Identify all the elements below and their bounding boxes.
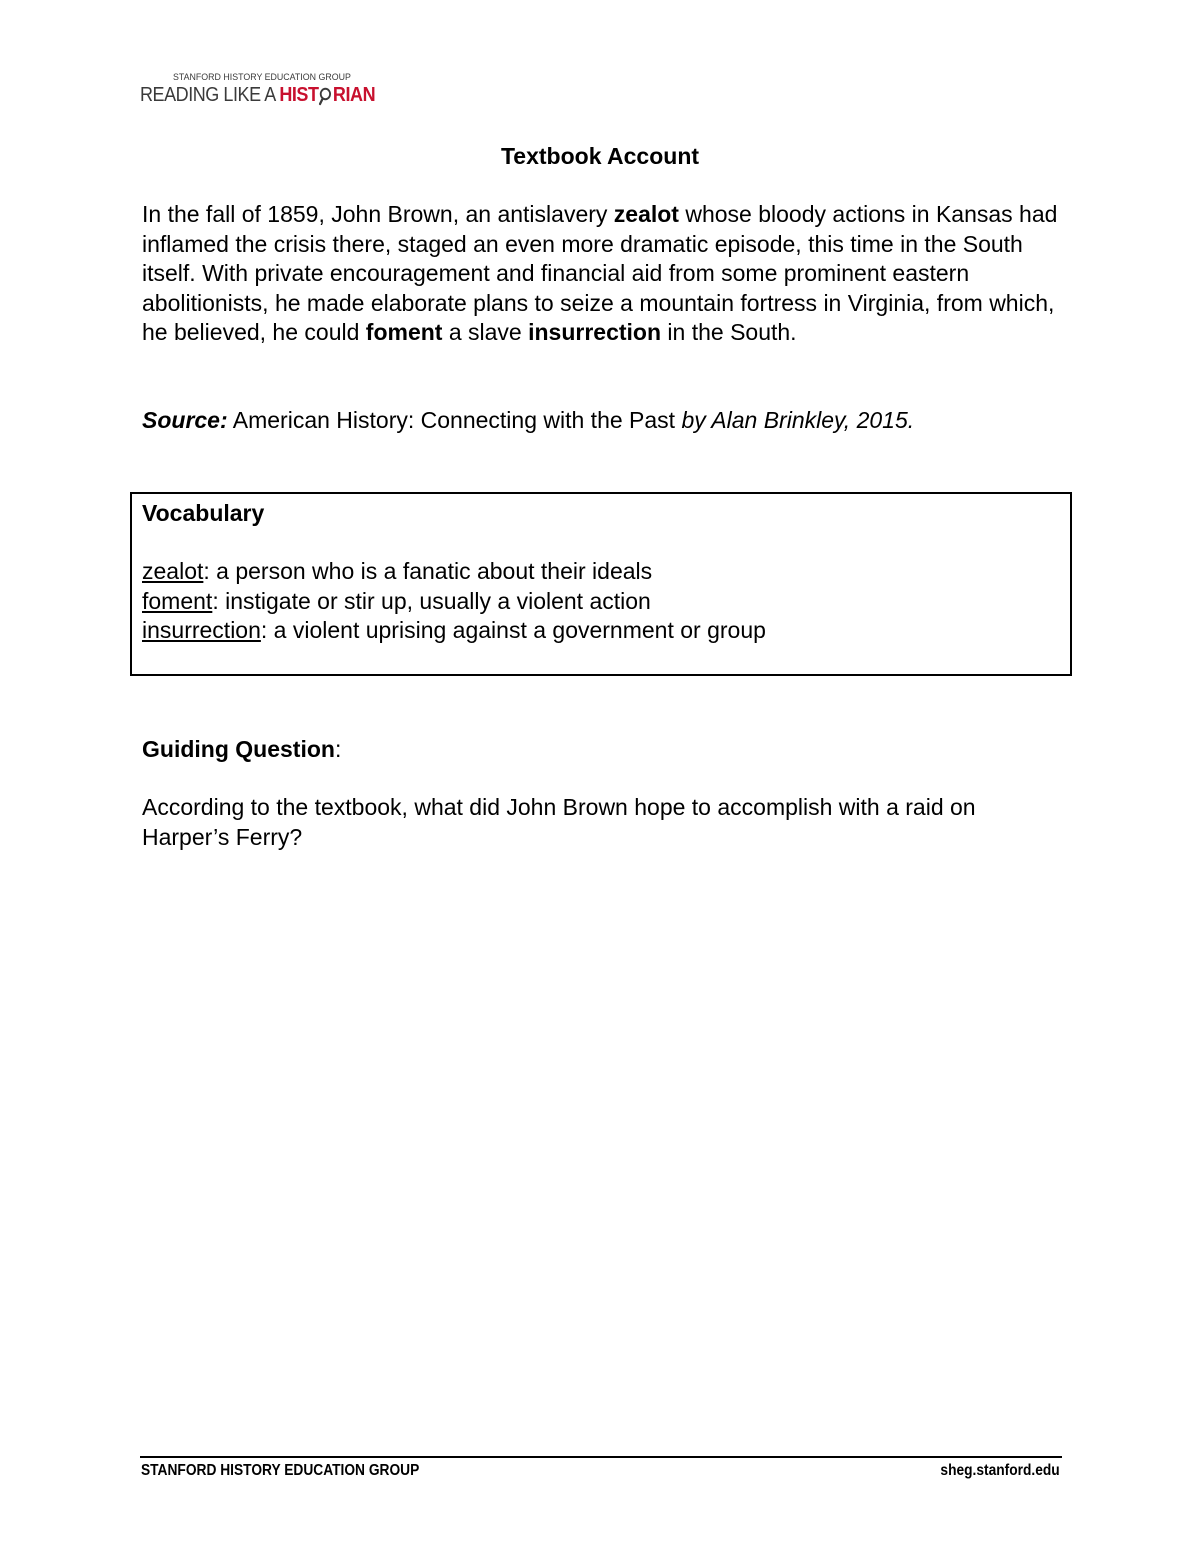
vocab-term: zealot	[142, 558, 204, 584]
vocabulary-box	[130, 492, 1072, 676]
guiding-question-label: Guiding Question	[142, 736, 335, 762]
logo-wordmark	[140, 84, 375, 107]
guiding-question-colon: :	[334, 736, 342, 762]
footer-org-name: STANFORD HISTORY EDUCATION GROUP	[141, 1462, 420, 1479]
magnifier-icon	[319, 84, 333, 104]
vocabulary-list	[142, 557, 766, 646]
guiding-question-heading	[142, 736, 341, 763]
source-work: American History: Connecting with the Past	[227, 407, 682, 433]
source-citation	[142, 406, 1062, 436]
vocab-definition: : a person who is a fanatic about their ideals	[203, 558, 653, 584]
bold-term-foment: foment	[365, 319, 443, 345]
logo-text-red-1: HIST	[279, 84, 319, 106]
page-title: Textbook Account	[500, 143, 700, 169]
footer-url: sheg.stanford.edu	[940, 1462, 1060, 1479]
bold-term-zealot: zealot	[613, 201, 679, 227]
vocab-definition: : instigate or stir up, usually a violent action	[212, 587, 651, 614]
paragraph-text: whose bloody actions in Kansas had inflamed the crisis there, staged an even more dramatic episode, this time in the South itself. With private encouragement and financial aid from some prominent eastern abolitionists, he made elaborate plans to seize a mountain fortress in Virginia, from which, he believed, he could	[142, 201, 1058, 345]
footer-divider	[140, 1456, 1062, 1458]
source-label: Source:	[142, 407, 228, 433]
bold-term-insurrection: insurrection	[528, 319, 662, 345]
paragraph-text: a slave	[442, 319, 529, 345]
guiding-question-text: According to the textbook, what did John Brown hope to accomplish with a raid on Harper’s Ferry?	[142, 794, 976, 850]
logo-org-name: STANFORD HISTORY EDUCATION GROUP	[173, 72, 351, 83]
logo-text-red-2: RIAN	[332, 84, 376, 106]
textbook-paragraph	[142, 200, 1062, 348]
vocab-term: insurrection	[142, 617, 261, 643]
paragraph-text: In the fall of 1859, John Brown, an antislavery	[142, 201, 614, 227]
vocabulary-item	[142, 557, 766, 587]
paragraph-text: in the South.	[661, 319, 797, 345]
vocab-term: foment	[142, 587, 213, 614]
vocabulary-title: Vocabulary	[142, 500, 265, 526]
vocabulary-item	[142, 587, 766, 617]
source-author: by Alan Brinkley, 2015.	[681, 407, 915, 433]
vocab-definition: : a violent uprising against a government or group	[260, 617, 766, 643]
logo	[140, 71, 400, 111]
vocabulary-item	[142, 616, 766, 646]
logo-text-dark: READING LIKE A	[140, 84, 280, 106]
